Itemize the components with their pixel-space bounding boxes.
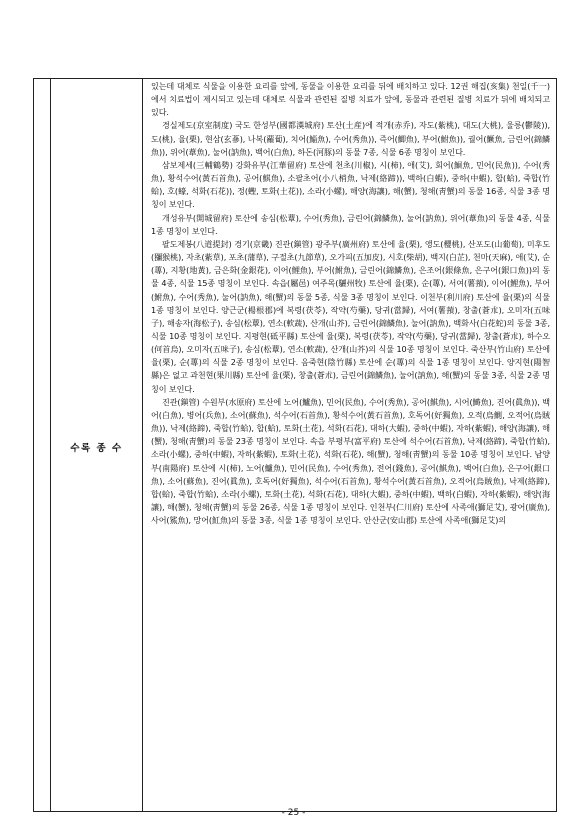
paragraph: 있는데 대체로 식물을 이용한 요리를 앞에, 동물을 이용한 요리를 뒤에 배치하고 있다. 12권 해집(亥集) 천일(千一)에서 치료법이 제시되고 있는데 대체로 식물과 관련된 질병 치료가 앞에, 동물과 관련된 질병 치료가 뒤에 배치되고 있다. — [151, 81, 550, 118]
paragraph: 팔도제봉(八道提封) 경기(京畿) 진관(鎭管) 광주부(廣州府) 토산에 율(栗), 앵도(櫻桃), 산포도(山葡萄), 미후도(獼猴桃), 자초(紫草), 포초(蒲草), 구절초(九節草), 오가피(五加皮), 시호(柴胡), 백지(白芷), 천마(天麻), 애(艾), 순(蓴), 지황(地黃), 금은화(金銀花), 이어(鯉魚), 부어(鮒魚), 금린어(錦鱗魚), 은조어(銀條魚, 은구어(銀口魚))의 동물 4종, 식물 15종 명칭이 보인다. 속읍(屬邑) 여주목(驪州牧) 토산에 율(栗), 순(蓴), 서여(薯蕷), 이어(鯉魚), 부어(鮒魚), 수어(秀魚), 눌어(訥魚), 해(蟹)의 동물 5종, 식물 3종 명칭이 보인다. 이천부(利川府) 토산에 율(栗)의 식물 1종 명칭이 보인다. 양근군(楊根郡)에 복령(茯苓), 작약(芍藥), 당귀(當歸), 서여(薯蕷), 창출(蒼朮), 오미자(五味子), 해송자(海松子), 송심(松蕈), 연소(軟蔬), 산개(山芥), 금린어(錦鱗魚), 눌어(訥魚), 백화사(白花蛇)의 동물 3종, 식물 10종 명칭이 보인다. 지평현(砥平縣) 토산에 율(栗), 복령(茯苓), 작약(芍藥), 당귀(當歸), 창출(蒼朮), 하수오(何首烏), 오미자(五味子), 송심(松蕈), 연소(軟蔬), 산개(山芥)의 식물 10종 명칭이 보인다. 죽산부(竹山府) 토산에 율(栗), 순(蓴)의 식물 2종 명칭이 보인다. 음죽현(陰竹縣) 토산에 순(蓴)의 식물 1종 명칭이 보인다. 양지현(陽智縣)은 없고 과천현(果川縣) 토산에 율(栗), 창출(蒼朮), 금린어(錦鱗魚), 눌어(訥魚), 해(蟹)의 동물 3종, 식물 2종 명칭이 보인다. — [151, 238, 550, 394]
empty-margin-cell — [34, 79, 51, 812]
content-body — [143, 79, 556, 527]
paragraph: 개성유부(開城留府) 토산에 송심(松蕈), 수어(秀魚), 금린어(錦鱗魚), 눌어(訥魚), 위어(葦魚)의 동물 4종, 식물 1종 명칭이 보인다. — [151, 212, 550, 236]
paragraph: 삼보제세(三輔鶴勢) 강화유부(江華留府) 토산에 천초(川椒), 시(柿), 애(艾), 회어(鮰魚, 민어(民魚)), 수어(秀魚), 황석수어(黃石首魚), 공어(鯕魚), 소팔초어(小八梢魚, 낙제(絡蹄)), 백하(白蝦), 중하(中蝦), 합(蛤), 죽합(竹蛤), 호(蠔, 석화(石花)), 정(蟶, 토화(土花)), 소라(小螺), 해양(海讓), 해(蟹), 청해(靑蟹)의 동물 16종, 식물 3종 명칭이 보인다. — [151, 159, 550, 210]
table-row — [34, 79, 557, 812]
section-label: 수록 종 수 — [70, 442, 123, 454]
paragraph: 경실제도(京室制度) 국도 한성부(國都漢城府) 토산(土産)에 적개(赤乔), 자도(紫桃), 대도(大桃), 울릉(鬱陵)), 도(桃), 율(栗), 현삼(玄蔘), 나복(蘿蔔), 치어(鯔魚), 수어(秀魚)), 즉어(鯽魚), 부어(鮒魚)), 궐어(鱖魚, 금린어(錦鱗魚)), 위어(葦魚), 눌어(訥魚), 백어(白魚), 하돈(河豚)의 동물 7종, 식물 6종 명칭이 보인다. — [151, 120, 550, 157]
section-label-cell — [51, 79, 143, 812]
content-cell — [143, 79, 557, 812]
document-table — [33, 78, 557, 812]
page-number: - 25 - — [281, 808, 306, 818]
paragraph: 진관(鎭管) 수원부(水原府) 토산에 노어(鱸魚), 민어(民魚), 수어(秀魚), 공어(鯕魚), 시어(鰣魚), 진어(眞魚)), 백어(白魚), 병어(兵魚), 소어(蘇魚), 석수어(石首魚), 황석수어(黃石首魚), 호독어(好獨魚), 오적(烏鰂, 오적어(烏賊魚)), 낙제(絡蹄), 죽합(竹蛤), 합(蛤), 토화(土花), 석화(石花), 대하(大蝦), 중하(中蝦), 자하(紫蝦), 해양(海讓), 해(蟹), 청해(靑蟹)의 동물 23종 명칭이 보인다. 속읍 부평부(富平府) 토산에 석수어(石首魚), 낙제(絡蹄), 죽합(竹蛤), 소라(小螺), 중하(中蝦), 자하(紫蝦), 토화(土花), 석화(石花), 해(蟹), 청해(靑蟹)의 동물 10종 명칭이 보인다. 남양부(南陽府) 토산에 시(柿), 노어(鱸魚), 민어(民魚), 수어(秀魚), 전어(錢魚), 공어(鯕魚), 백어(白魚), 은구어(銀口魚), 소어(蘇魚), 진어(眞魚), 호독어(好獨魚), 석수어(石首魚), 황석수어(黃石首魚), 오적어(烏賊魚), 낙제(絡蹄), 합(蛤), 죽합(竹蛤), 소라(小螺), 토화(土花), 석화(石花), 대하(大蝦), 중하(中蝦), 백하(白蝦), 자하(紫蝦), 해양(海讓), 해(蟹), 청해(靑蟹)의 동물 26종, 식물 1종 명칭이 보인다. 인천부(仁川府) 토산에 사족애(獅足艾), 광어(廣魚), 사어(鯊魚), 망어(魟魚)의 동물 3종, 식물 1종 명칭이 보인다. 안산군(安山郡) 토산에 사족애(獅足艾)의 — [151, 396, 550, 526]
